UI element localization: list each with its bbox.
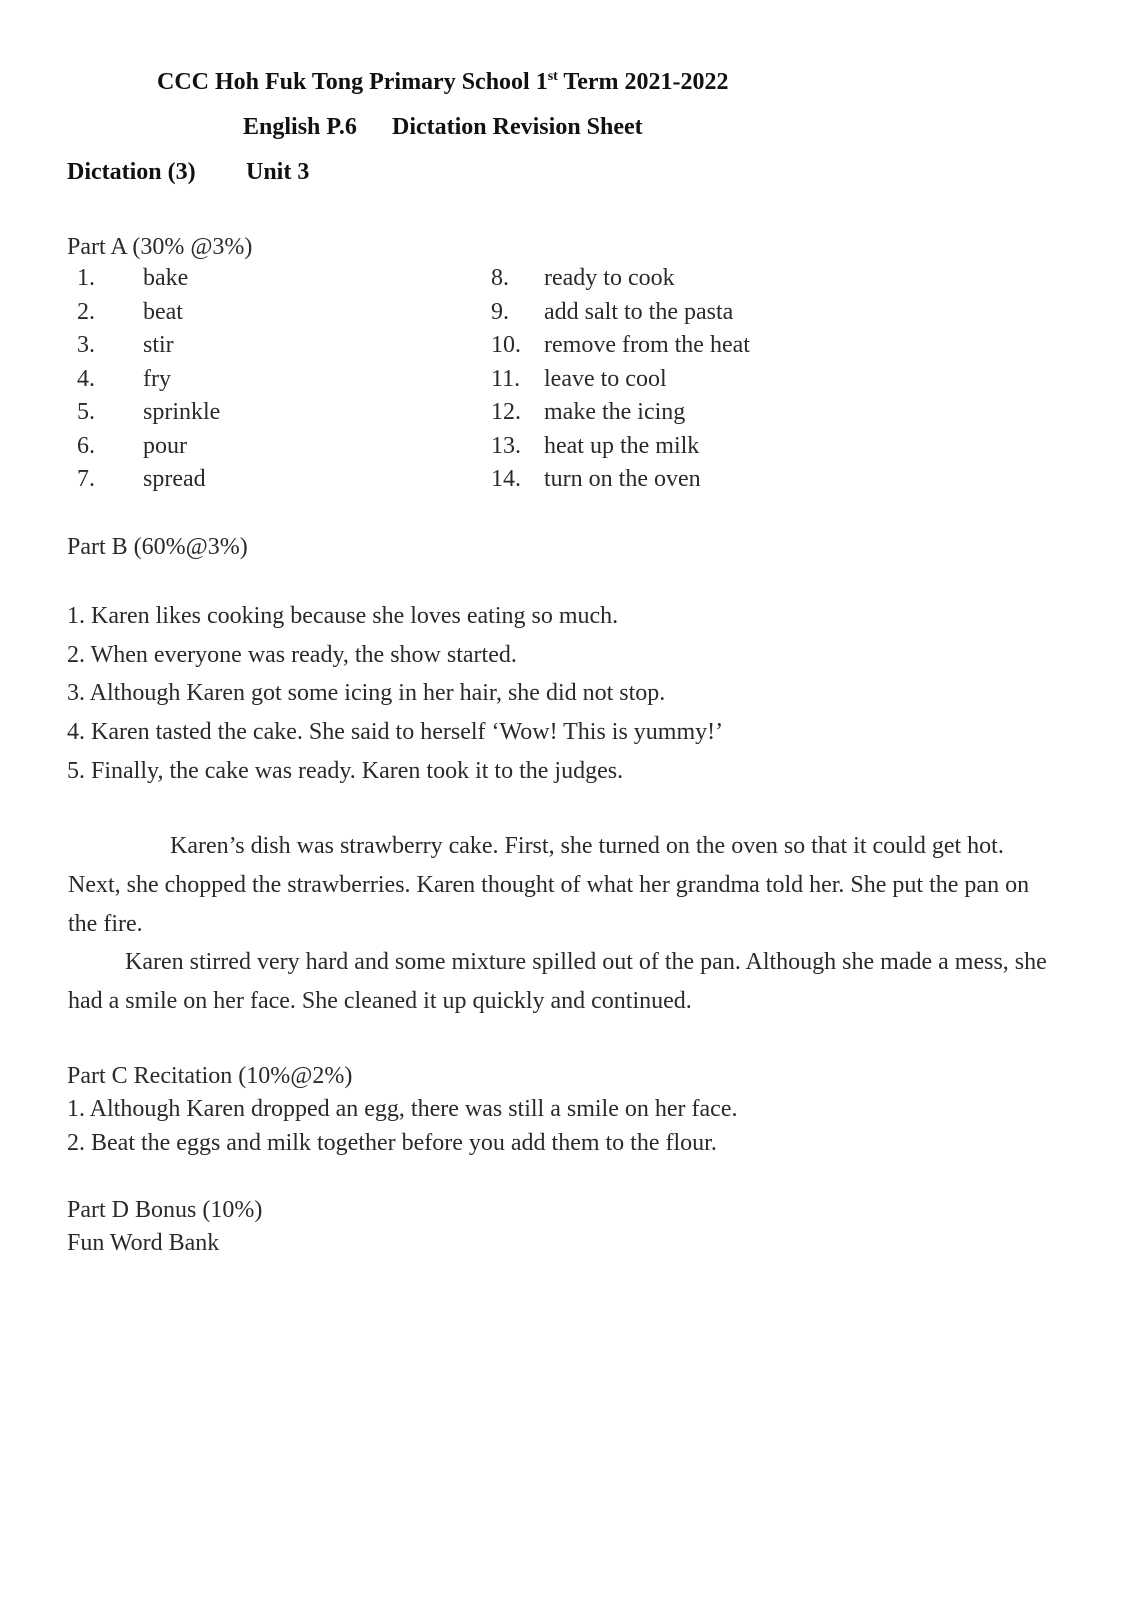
passage-paragraph-1	[68, 827, 1058, 944]
sentence: 4. Karen tasted the cake. She said to herself ‘Wow! This is yummy!’	[67, 719, 724, 745]
list-item-number: 6.	[77, 433, 95, 459]
school-title-post: Term 2021-2022	[557, 69, 729, 95]
passage-paragraph-1-text: Karen’s dish was strawberry cake. First, she turned on the oven so that it could get hot. Next, she chopped the strawberries. Karen thought of what her grandma told her. She put the pan on the fire.	[68, 833, 1030, 937]
list-item-number: 10.	[491, 332, 521, 358]
school-title-pre: CCC Hoh Fuk Tong Primary School 1	[157, 69, 548, 95]
list-item-phrase: leave to cool	[544, 366, 667, 392]
school-title-sup: st	[547, 69, 558, 84]
list-item-phrase: make the icing	[544, 399, 686, 425]
list-item-number: 5.	[77, 399, 95, 425]
subject-label: English P.6	[243, 114, 357, 140]
list-item-word: sprinkle	[143, 399, 221, 425]
unit-label: Unit 3	[246, 159, 310, 185]
sheet-title: Dictation Revision Sheet	[392, 114, 643, 140]
list-item-number: 9.	[491, 299, 509, 325]
school-title	[157, 69, 729, 96]
list-item-number: 7.	[77, 466, 95, 492]
recitation-sentence: 1. Although Karen dropped an egg, there was still a smile on her face.	[67, 1096, 738, 1122]
part-b-heading: Part B (60%@3%)	[67, 534, 248, 560]
list-item-word: bake	[143, 265, 189, 291]
list-item-phrase: heat up the milk	[544, 433, 700, 459]
part-a-heading: Part A (30% @3%)	[67, 234, 253, 260]
list-item-phrase: add salt to the pasta	[544, 299, 734, 325]
list-item-number: 1.	[77, 265, 95, 291]
list-item-word: fry	[143, 366, 171, 392]
dictation-label: Dictation (3)	[67, 159, 196, 185]
list-item-word: beat	[143, 299, 183, 325]
list-item-number: 14.	[491, 466, 521, 492]
list-item-word: stir	[143, 332, 174, 358]
list-item-number: 13.	[491, 433, 521, 459]
list-item-word: pour	[143, 433, 187, 459]
list-item-number: 2.	[77, 299, 95, 325]
sentence: 5. Finally, the cake was ready. Karen took it to the judges.	[67, 758, 624, 784]
list-item-number: 3.	[77, 332, 95, 358]
part-c-heading: Part C Recitation (10%@2%)	[67, 1063, 353, 1089]
list-item-number: 12.	[491, 399, 521, 425]
passage-paragraph-2	[68, 943, 1058, 1021]
list-item-number: 4.	[77, 366, 95, 392]
list-item-phrase: remove from the heat	[544, 332, 750, 358]
list-item-number: 11.	[491, 366, 521, 392]
list-item-phrase: turn on the oven	[544, 466, 701, 492]
sentence: 1. Karen likes cooking because she loves eating so much.	[67, 603, 619, 629]
recitation-sentence: 2. Beat the eggs and milk together before you add them to the flour.	[67, 1130, 717, 1156]
part-d-heading: Part D Bonus (10%)	[67, 1197, 263, 1223]
list-item-number: 8.	[491, 265, 509, 291]
fun-word-bank-label: Fun Word Bank	[67, 1230, 220, 1256]
list-item-phrase: ready to cook	[544, 265, 675, 291]
sentence: 2. When everyone was ready, the show started.	[67, 642, 517, 668]
passage-paragraph-2-text: Karen stirred very hard and some mixture spilled out of the pan. Although she made a mess, she had a smile on her face. She cleaned it up quickly and continued.	[68, 949, 1047, 1014]
list-item-word: spread	[143, 466, 206, 492]
sentence: 3. Although Karen got some icing in her hair, she did not stop.	[67, 680, 666, 706]
